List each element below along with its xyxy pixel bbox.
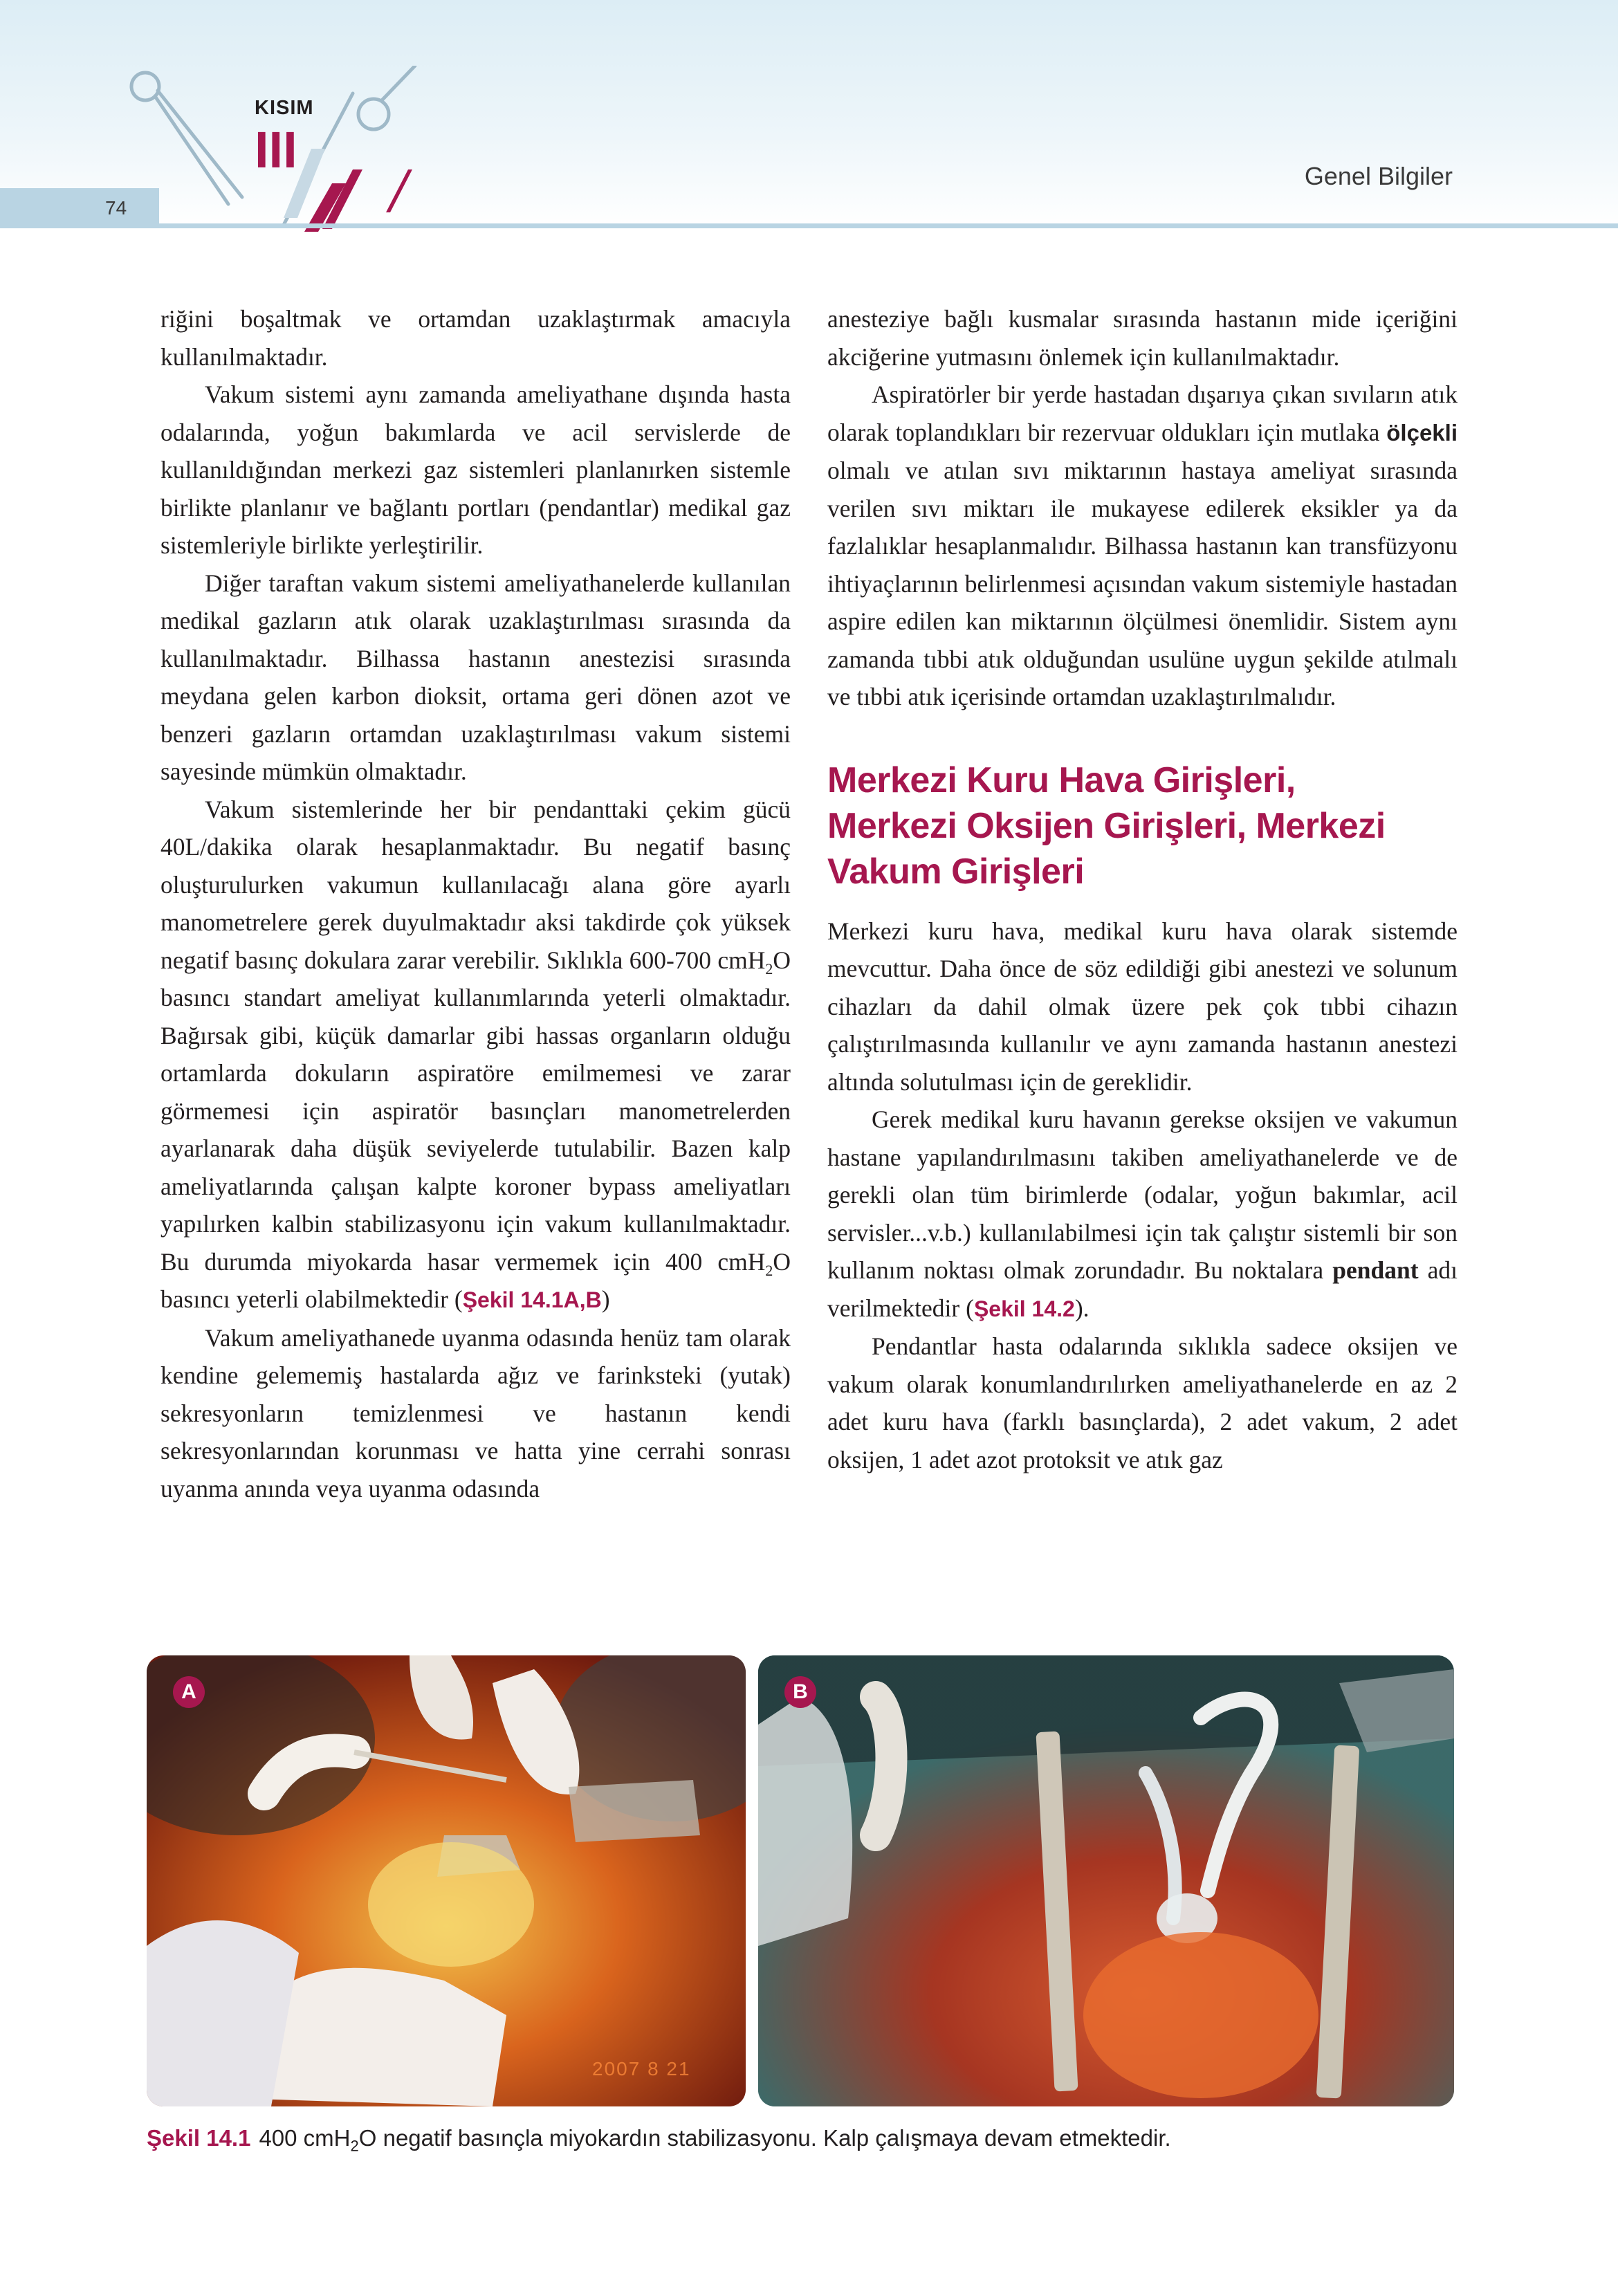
subscript-2: 2 [765, 1261, 773, 1279]
part-number: III [255, 121, 297, 178]
keyword-pendant: pendant [1332, 1256, 1419, 1284]
right-paragraph-1: anesteziye bağlı kusmalar sırasında hastanın mide içeriğini akciğerine yutmasını önlemek için kullanılmaktadır. [827, 305, 1458, 371]
surgery-photo-b-illustration [758, 1655, 1454, 2106]
left-paragraph-4 [160, 791, 791, 1319]
left-paragraph-3: Diğer taraftan vakum sistemi ameliyathanelerde kullanılan medikal gazların atık olarak uzaklaştırılması sırasında da kullanılmaktadır. Bilhassa hastanın anestezisi sırasında meydana gelen karbon dioksit, ortama geri dönen azot ve benzeri gazların ortamdan uzaklaştırılması vakum sistemi sayesinde mümkün olmaktadır. [160, 569, 791, 785]
caption-text-a: 400 cmH [259, 2125, 351, 2151]
caption-label: Şekil 14.1 [147, 2125, 251, 2151]
left-paragraph-5: Vakum ameliyathanede uyanma odasında henüz tam olarak kendine gelememiş hastalarda ağız ve farinksteki (yutak) sekresyonların temizlenmesi ve hastanın kendi sekresyonlarından korunması ve hatta yine cerrahi sonrası uyanma anında veya uyanma odasında [160, 1323, 791, 1503]
header-rule [159, 223, 1618, 228]
section-heading [827, 757, 1458, 894]
photo-date-stamp: 2007 8 21 [592, 2058, 691, 2079]
page-number: 74 [105, 197, 127, 219]
figure-photo-a [147, 1655, 746, 2106]
caption-text-b: O negatif basınçla miyokardın stabilizasyonu. Kalp çalışmaya devam etmektedir. [358, 2125, 1171, 2151]
left-p4-text-c: O basıncı yeterli olabilmektedir ( [160, 1247, 791, 1313]
right-p2-text-a: Aspiratörler bir yerde hastadan dışarıya çıkan sıvıların atık olarak toplandıkları bir rezervuar oldukları için mutlaka [827, 380, 1458, 446]
left-p4-text-d: ) [601, 1285, 610, 1313]
caption-subscript: 2 [350, 2137, 359, 2155]
right-paragraph-2 [827, 376, 1458, 716]
right-paragraph-4 [827, 1101, 1458, 1328]
right-paragraph-3: Merkezi kuru hava, medikal kuru hava olarak sistemde mevcuttur. Daha önce de söz edildiği gibi anestezi ve solunum cihazları da dahil olmak üzere pek çok tıbbi cihazın çalıştırılmasında kullanılır ve aynı zamanda hastanın anestezi altında solutulması için de gereklidir. [827, 917, 1458, 1096]
left-p4-text-a: Vakum sistemlerinde her bir pendanttaki çekim gücü 40L/dakika olarak hesaplanmaktadır. Bu negatif basınç oluşturulurken vakumun kullanılacağı alana göre ayarlı manometrelere gerek duyulmaktadır aksi takdirde çok yüksek negatif basınç dokulara zarar verebilir. Sıklıkla 600-700 cmH [160, 795, 791, 974]
right-p4-text-b: adı verilmektedir ( [827, 1256, 1458, 1322]
section-heading-line-1: Merkezi Kuru Hava Girişleri, [827, 760, 1296, 800]
figure-reference-link[interactable]: Şekil 14.2 [973, 1296, 1075, 1321]
right-p4-text-a: Gerek medikal kuru havanın gerekse oksijen ve vakumun hastane yapılandırılmasını takiben ameliyathanelerde ve de gerekli olan tüm birimlerde (odalar, yoğun bakımlar, acil servisler...v.b.) kullanılabilmesi için tak çalıştır sistemli bir son kullanım noktası olmak zorundadır. Bu noktalara [827, 1105, 1458, 1284]
left-p4-text-b: O basıncı standart ameliyat kullanımlarında yeterli olmaktadır. Bağırsak gibi, küçük damarlar gibi hassas organların olduğu ortamlarda dokuların aspiratöre emilmemesi ve zarar görmemesi için aspiratör basınçları manometrelerden ayarlanarak daha düşük seviyelerde tutulabilir. Bazen kalp ameliyatlarında çalışan kalpte koroner bypass ameliyatları yapılırken kalbin stabilizasyonu için vakum kullanılmaktadır. Bu durumda miyokarda hasar vermemek için 400 cmH [160, 946, 791, 1276]
surgery-photo-a-illustration [147, 1655, 746, 2106]
part-label: KISIM [255, 97, 314, 119]
panel-a-badge: A [173, 1676, 205, 1708]
section-heading-line-3: Vakum Girişleri [827, 851, 1085, 892]
page-number-tab [0, 188, 159, 228]
left-paragraph-1: riğini boşaltmak ve ortamdan uzaklaştırmak amacıyla kullanılmaktadır. [160, 305, 791, 371]
figure-caption [147, 2125, 1171, 2155]
right-p2-text-b: olmalı ve atılan sıvı miktarının hastaya ameliyat sırasında verilen sıvı miktarı ile mukayese edilerek eksikler ya da fazlalıklar hesaplanmalıdır. Bilhassa hastanın kan transfüzyonu ihtiyaçlarının belirlenmesi açısından vakum sistemiyle hastadan aspire edilen kan miktarının ölçülmesi önemlidir. Sistem aynı zamanda tıbbi atık olduğundan usulüne uygun şekilde atılmalı ve tıbbi atık içerisinde ortamdan uzaklaştırılmalıdır. [827, 457, 1458, 710]
left-paragraph-2: Vakum sistemi aynı zamanda ameliyathane dışında hasta odalarında, yoğun bakımlarda ve acil servislerde de kullanıldığından merkezi gaz sistemleri planlanırken sistemle birlikte planlanır ve bağlantı portları (pendantlar) medikal gaz sistemleriyle birlikte yerleştirilir. [160, 380, 791, 559]
right-p4-text-c: ). [1074, 1294, 1090, 1322]
right-paragraph-5: Pendantlar hasta odalarında sıklıkla sadece oksijen ve vakum olarak konumlandırılırken ameliyathanelerde en az 2 adet kuru hava (farklı basınçlarda), 2 adet vakum, 2 adet oksijen, 1 adet azot protoksit ve atık gaz [827, 1332, 1458, 1473]
keyword-olcekli: ölçekli [1386, 419, 1458, 446]
surgical-instruments-illustration [125, 66, 484, 232]
panel-b-badge: B [784, 1676, 816, 1708]
right-column [827, 300, 1458, 1478]
figure-photo-b [758, 1655, 1454, 2106]
subscript-2: 2 [765, 959, 773, 977]
section-heading-line-2: Merkezi Oksijen Girişleri, Merkezi [827, 805, 1386, 846]
running-head: Genel Bilgiler [1304, 162, 1453, 190]
figure-reference-link[interactable]: Şekil 14.1A,B [462, 1287, 602, 1312]
left-column [160, 300, 791, 1507]
